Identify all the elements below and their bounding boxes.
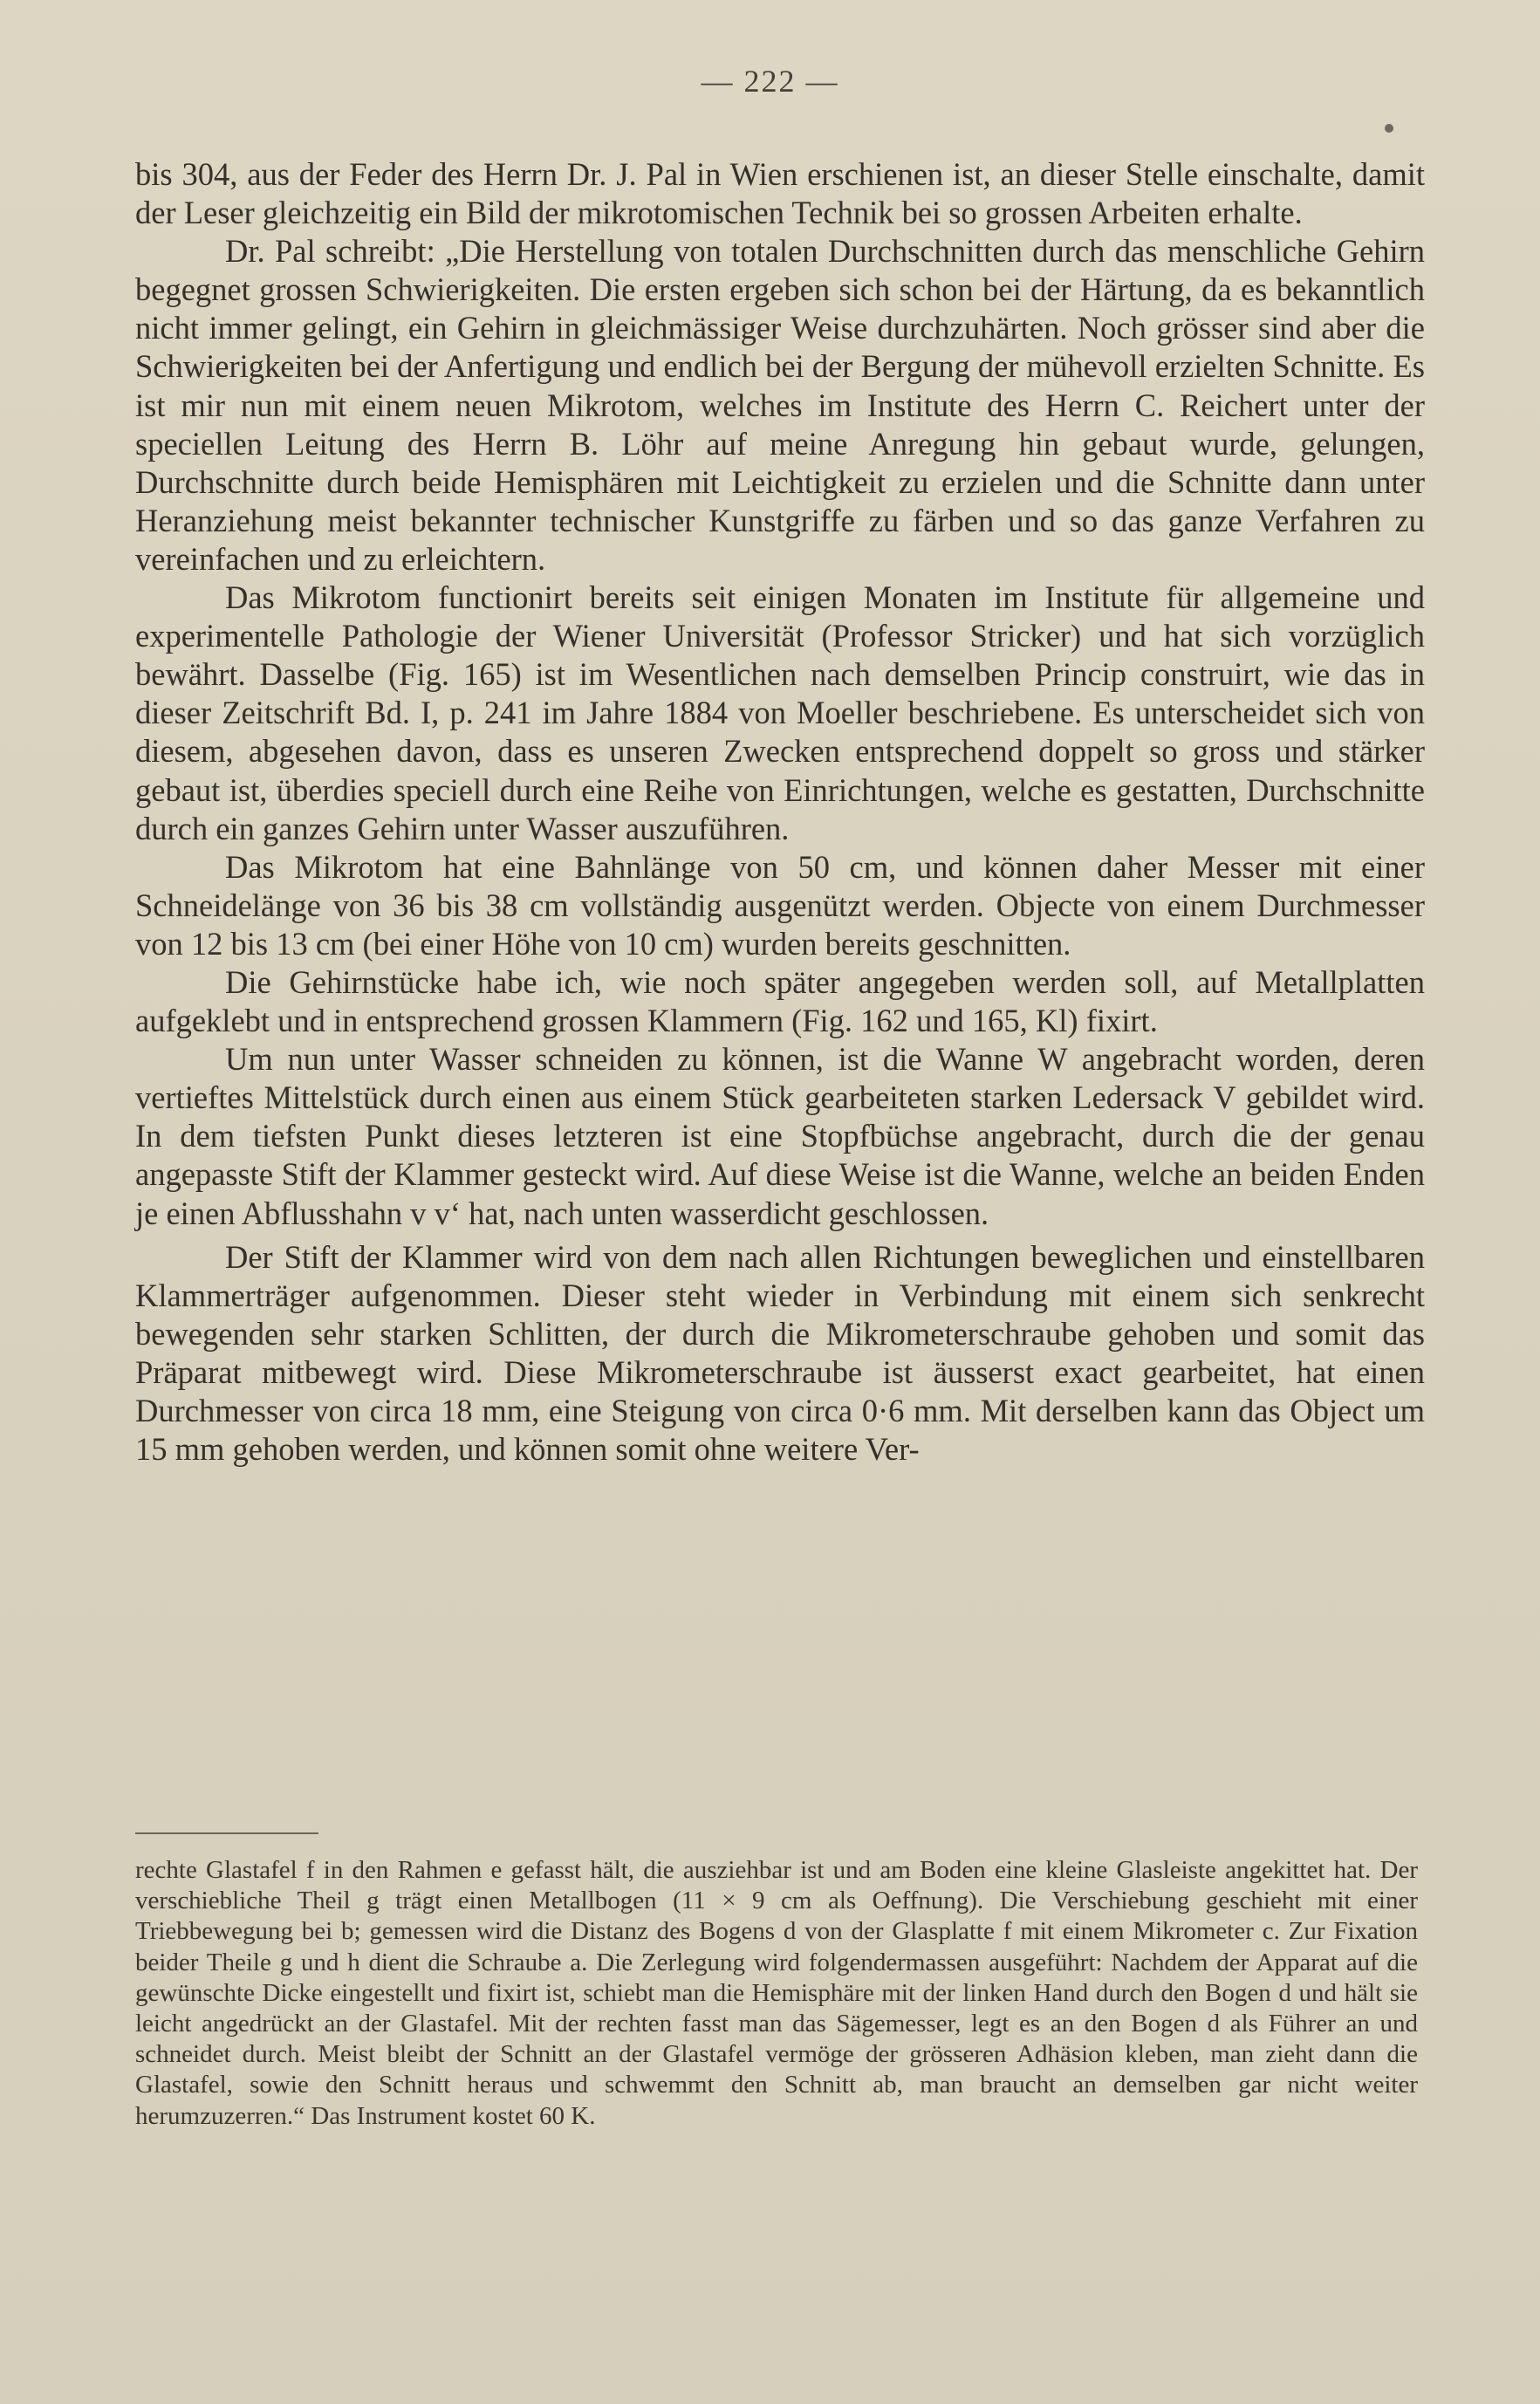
- ink-speck: [1385, 124, 1393, 133]
- paragraph-4: Das Mikrotom hat eine Bahnlänge von 50 cm, und können daher Messer mit einer Schneidelänge von 36 bis 38 cm vollständig ausgenützt werden. Objecte von einem Durchmesser von 12 bis 13 cm (bei einer Höhe von 10 cm) wurden bereits geschnitten.: [135, 848, 1425, 962]
- paragraph-7: Der Stift der Klammer wird von dem nach allen Richtungen beweglichen und einstellbaren Klammerträger aufgenommen. Dieser steht wieder in Verbindung mit einem sich senkrecht bewegenden sehr starken Schlitten, der durch die Mikrometerschraube gehoben und somit das Präparat mitbewegt wird. Diese Mikrometerschraube ist äusserst exact gearbeitet, hat einen Durchmesser von circa 18 mm, eine Steigung von circa 0·6 mm. Mit derselben kann das Object um 15 mm gehoben werden, und können somit ohne weitere Ver-: [135, 1238, 1425, 1468]
- footnote: rechte Glastafel f in den Rahmen e gefasst hält, die ausziehbar ist und am Boden eine kleine Glasleiste angekittet hat. Der verschiebliche Theil g trägt einen Metallbogen (11 × 9 cm als Oeffnung). Die Verschiebung geschieht mit einer Triebbewegung bei b; gemessen wird die Distanz des Bogens d von der Glasplatte f mit einem Mikrometer c. Zur Fixation beider Theile g und h dient die Schraube a. Die Zerlegung wird folgendermassen ausgeführt: Nachdem der Apparat auf die gewünschte Dicke eingestellt und fixirt ist, schiebt man die Hemisphäre mit der linken Hand durch den Bogen d und hält sie leicht angedrückt an der Glastafel. Mit der rechten fasst man das Sägemesser, legt es an den Bogen d als Führer an und schneidet durch. Meist bleibt der Schnitt an der Glastafel vermöge der grösseren Adhäsion kleben, man zieht dann die Glastafel, sowie den Schnitt heraus und schwemmt den Schnitt ab, man braucht an demselben gar nicht weiter herumzuzerren.“ Das Instrument kostet 60 K.: [135, 1856, 1418, 2130]
- paragraph-1: bis 304, aus der Feder des Herrn Dr. J. Pal in Wien erschienen ist, an dieser Stelle einschalte, damit der Leser gleichzeitig ein Bild der mikrotomischen Technik bei so grossen Arbeiten erhalte.: [135, 156, 1425, 231]
- footnote-divider: [135, 1832, 318, 1834]
- main-text: [135, 155, 1425, 1469]
- paragraph-6: Um nun unter Wasser schneiden zu können, ist die Wanne W angebracht worden, deren vertieftes Mittelstück durch einen aus einem Stück gearbeiteten starken Ledersack V gebildet wird. In dem tiefsten Punkt dieses letzteren ist eine Stopfbüchse angebracht, durch die der genau angepasste Stift der Klammer gesteckt wird. Auf diese Weise ist die Wanne, welche an beiden Enden je einen Abflusshahn v v‘ hat, nach unten wasserdicht geschlossen.: [135, 1041, 1425, 1231]
- paragraph-5: Die Gehirnstücke habe ich, wie noch später angegeben werden soll, auf Metallplatten aufgeklebt und in entsprechend grossen Klammern (Fig. 162 und 165, Kl) fixirt.: [135, 963, 1425, 1039]
- paragraph-2: Dr. Pal schreibt: „Die Herstellung von totalen Durchschnitten durch das menschliche Gehirn begegnet grossen Schwierigkeiten. Die ersten ergeben sich schon bei der Härtung, da es bekanntlich nicht immer gelingt, ein Gehirn in gleichmässiger Weise durchzuhärten. Noch grösser sind aber die Schwierigkeiten bei der Anfertigung und endlich bei der Bergung der mühevoll erzielten Schnitte. Es ist mir nun mit einem neuen Mikrotom, welches im Institute des Herrn C. Reichert unter der speciellen Leitung des Herrn B. Löhr auf meine Anregung hin gebaut wurde, gelungen, Durchschnitte durch beide Hemisphären mit Leichtigkeit zu erzielen und die Schnitte dann unter Heranziehung meist bekannter technischer Kunstgriffe zu färben und so das ganze Verfahren zu vereinfachen und zu erleichtern.: [135, 233, 1425, 577]
- page-number: — 222 —: [701, 64, 839, 99]
- paragraph-3: Das Mikrotom functionirt bereits seit einigen Monaten im Institute für allgemeine und experimentelle Pathologie der Wiener Universität (Professor Stricker) und hat sich vorzüglich bewährt. Dasselbe (Fig. 165) ist im Wesentlichen nach demselben Princip construirt, wie das in dieser Zeitschrift Bd. I, p. 241 im Jahre 1884 von Moeller beschriebene. Es unterscheidet sich von diesem, abgesehen davon, dass es unseren Zwecken entsprechend doppelt so gross und stärker gebaut ist, überdies speciell durch eine Reihe von Einrichtungen, welche es gestatten, Durchschnitte durch ein ganzes Gehirn unter Wasser auszuführen.: [135, 579, 1425, 846]
